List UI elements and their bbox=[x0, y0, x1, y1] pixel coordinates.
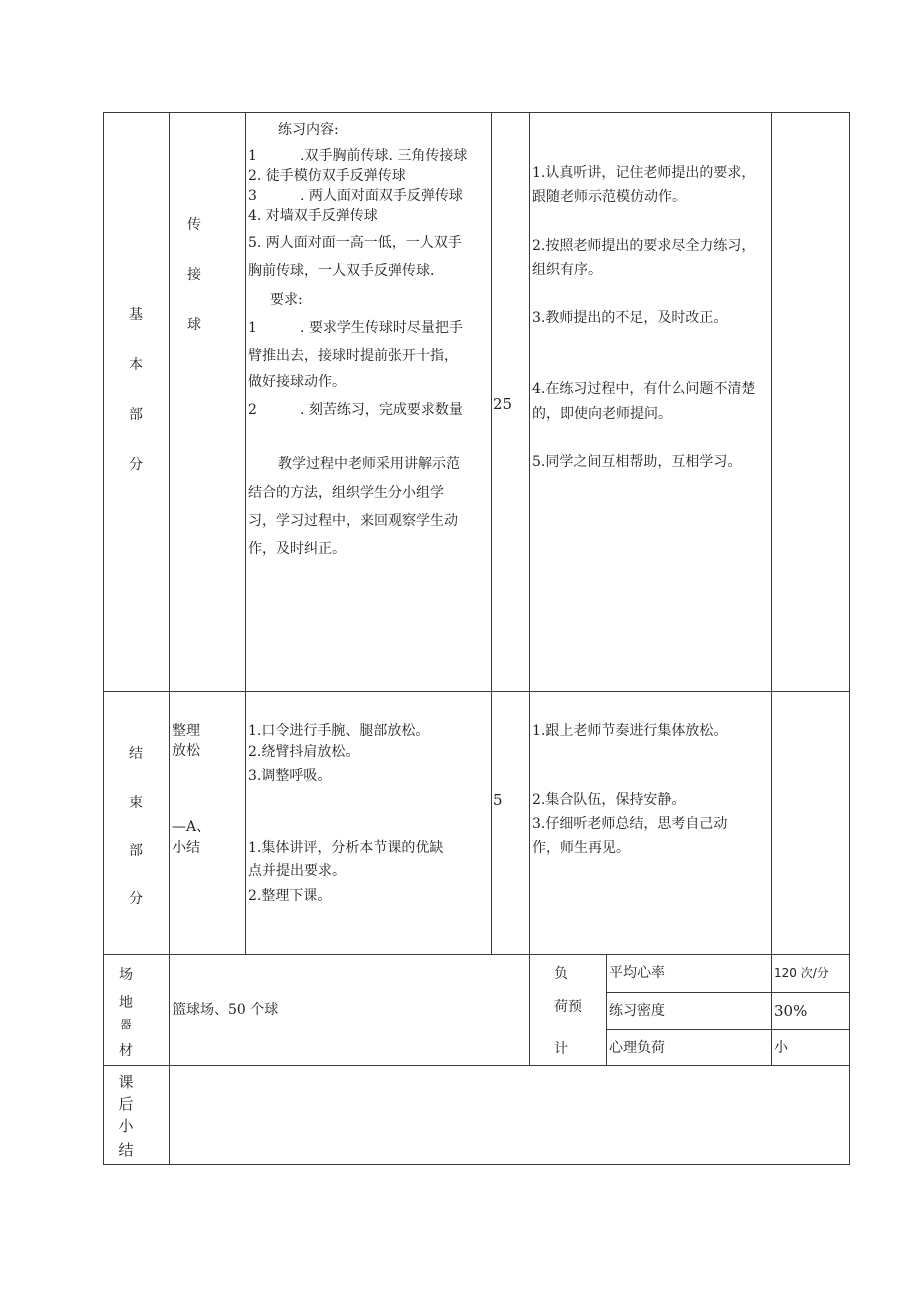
venue-label-1: 场 bbox=[119, 967, 133, 983]
method-line-2: 结合的方法，组织学生分小组学 bbox=[248, 485, 444, 501]
table-border-bottom bbox=[103, 1164, 850, 1165]
end-item-1-line-1: 整理 bbox=[172, 723, 200, 739]
end-content-2: 2.绕臂抖肩放松。 bbox=[248, 744, 360, 760]
load-row-1-name: 平均心率 bbox=[609, 965, 665, 981]
load-row-3-name: 心理负荷 bbox=[609, 1040, 665, 1056]
basic-student-4-line-2: 的，即使向老师提问。 bbox=[532, 406, 672, 422]
load-row-divider-1 bbox=[606, 992, 850, 993]
col-divider-1 bbox=[169, 112, 170, 1165]
method-line-4: 作，及时纠正。 bbox=[248, 541, 346, 557]
venue-label-2: 地 bbox=[119, 995, 133, 1011]
requirement-1-line-3: 做好接球动作。 bbox=[248, 374, 346, 390]
end-content-3: 3.调整呼吸。 bbox=[248, 768, 332, 784]
load-label-2: 荷预 bbox=[554, 999, 582, 1015]
practice-item-5-line-2: 胸前传球，一人双手反弹传球. bbox=[248, 263, 435, 279]
end-content-5: 2.整理下课。 bbox=[248, 888, 332, 904]
end-student-1: 1.跟上老师节奏进行集体放松。 bbox=[532, 723, 728, 739]
requirement-2: . 刻苦练习，完成要求数量 bbox=[300, 402, 463, 418]
end-item-2-line-2: 小结 bbox=[172, 840, 200, 856]
end-content-4-line-1: 1.集体讲评，分析本节课的优缺 bbox=[248, 840, 444, 856]
col-divider-3 bbox=[491, 112, 492, 955]
end-student-3-line-2: 作，师生再见。 bbox=[532, 840, 630, 856]
practice-item-3-num: 3 bbox=[248, 188, 257, 204]
practice-item-2: 2. 徒手模仿双手反弹传球 bbox=[248, 168, 406, 184]
summary-label-1: 课 bbox=[118, 1073, 134, 1091]
basic-student-2-line-2: 组织有序。 bbox=[532, 262, 602, 278]
basic-time: 25 bbox=[493, 395, 513, 413]
end-student-2: 2.集合队伍，保持安静。 bbox=[532, 792, 686, 808]
load-row-3-value: 小 bbox=[774, 1040, 788, 1056]
end-content-1: 1.口令进行手腕、腿部放松。 bbox=[248, 723, 430, 739]
basic-student-5: 5.同学之间互相帮助，互相学习。 bbox=[532, 454, 742, 470]
col-divider-6 bbox=[771, 112, 772, 1065]
col-divider-4 bbox=[529, 112, 530, 1065]
basic-section-label-3: 部 bbox=[129, 407, 143, 423]
method-line-3: 习，学习过程中，来回观察学生动 bbox=[248, 513, 458, 529]
method-line-1: 教学过程中老师采用讲解示范 bbox=[278, 456, 460, 472]
basic-section-label-2: 本 bbox=[129, 357, 143, 373]
practice-item-3: . 两人面对面双手反弹传球 bbox=[300, 188, 463, 204]
load-label-3: 计 bbox=[554, 1041, 568, 1057]
basic-student-1-line-2: 跟随老师示范模仿动作。 bbox=[532, 189, 686, 205]
practice-item-1-num: 1 bbox=[248, 148, 257, 164]
col-divider-5 bbox=[606, 954, 607, 1065]
summary-label-2: 后 bbox=[118, 1095, 134, 1113]
basic-student-2-line-1: 2.按照老师提出的要求尽全力练习， bbox=[532, 238, 756, 254]
load-label-1: 负 bbox=[554, 966, 568, 982]
load-row-2-name: 练习密度 bbox=[609, 1003, 665, 1019]
row-divider-end-venue bbox=[103, 954, 850, 955]
col-divider-2 bbox=[245, 112, 246, 955]
basic-student-4-line-1: 4.在练习过程中，有什么问题不清楚 bbox=[532, 381, 756, 397]
table-border-right bbox=[849, 112, 850, 1165]
end-time: 5 bbox=[493, 791, 503, 809]
item-label-3: 球 bbox=[187, 317, 201, 333]
basic-student-3: 3.教师提出的不足，及时改正。 bbox=[532, 310, 728, 326]
requirement-1-line-1: . 要求学生传球时尽量把手 bbox=[300, 320, 463, 336]
table-border-left bbox=[103, 112, 104, 1165]
end-content-4-line-2: 点并提出要求。 bbox=[248, 863, 346, 879]
requirement-1-line-2: 臂推出去，接球时提前张开十指， bbox=[248, 348, 458, 364]
item-label-1: 传 bbox=[187, 217, 201, 233]
requirement-2-num: 2 bbox=[248, 402, 257, 418]
venue-label-4: 材 bbox=[119, 1043, 133, 1059]
item-label-2: 接 bbox=[187, 267, 201, 283]
load-row-divider-2 bbox=[606, 1029, 850, 1030]
summary-label-3: 小 bbox=[118, 1117, 134, 1135]
end-section-label-1: 结 bbox=[129, 746, 143, 762]
requirements-title: 要求: bbox=[270, 292, 303, 308]
practice-item-4: 4. 对墙双手反弹传球 bbox=[248, 208, 378, 224]
load-row-1-value: 120 次/分 bbox=[774, 966, 829, 980]
end-student-3-line-1: 3.仔细听老师总结，思考自己动 bbox=[532, 816, 728, 832]
venue-value: 篮球场、50 个球 bbox=[172, 1002, 279, 1018]
summary-label-4: 结 bbox=[118, 1141, 134, 1159]
load-row-2-value: 30% bbox=[774, 1002, 808, 1020]
end-item-1-line-2: 放松 bbox=[172, 743, 200, 759]
table-border-top bbox=[103, 112, 850, 113]
row-divider-venue-summary bbox=[103, 1065, 850, 1066]
practice-title: 练习内容: bbox=[278, 122, 339, 138]
end-item-2-line-1: —A、 bbox=[172, 819, 211, 835]
basic-section-label-4: 分 bbox=[129, 457, 143, 473]
practice-item-5-line-1: 5. 两人面对面一高一低，一人双手 bbox=[248, 235, 462, 251]
basic-section-label-1: 基 bbox=[129, 307, 143, 323]
end-section-label-4: 分 bbox=[129, 891, 143, 907]
end-section-label-3: 部 bbox=[129, 843, 143, 859]
end-section-label-2: 束 bbox=[129, 795, 143, 811]
requirement-1-num: 1 bbox=[248, 320, 257, 336]
practice-item-1: .双手胸前传球. 三角传接球 bbox=[300, 148, 468, 164]
row-divider-basic-end bbox=[103, 691, 850, 692]
venue-label-3: 器 bbox=[120, 1018, 132, 1031]
basic-student-1-line-1: 1.认真听讲，记住老师提出的要求， bbox=[532, 165, 756, 181]
